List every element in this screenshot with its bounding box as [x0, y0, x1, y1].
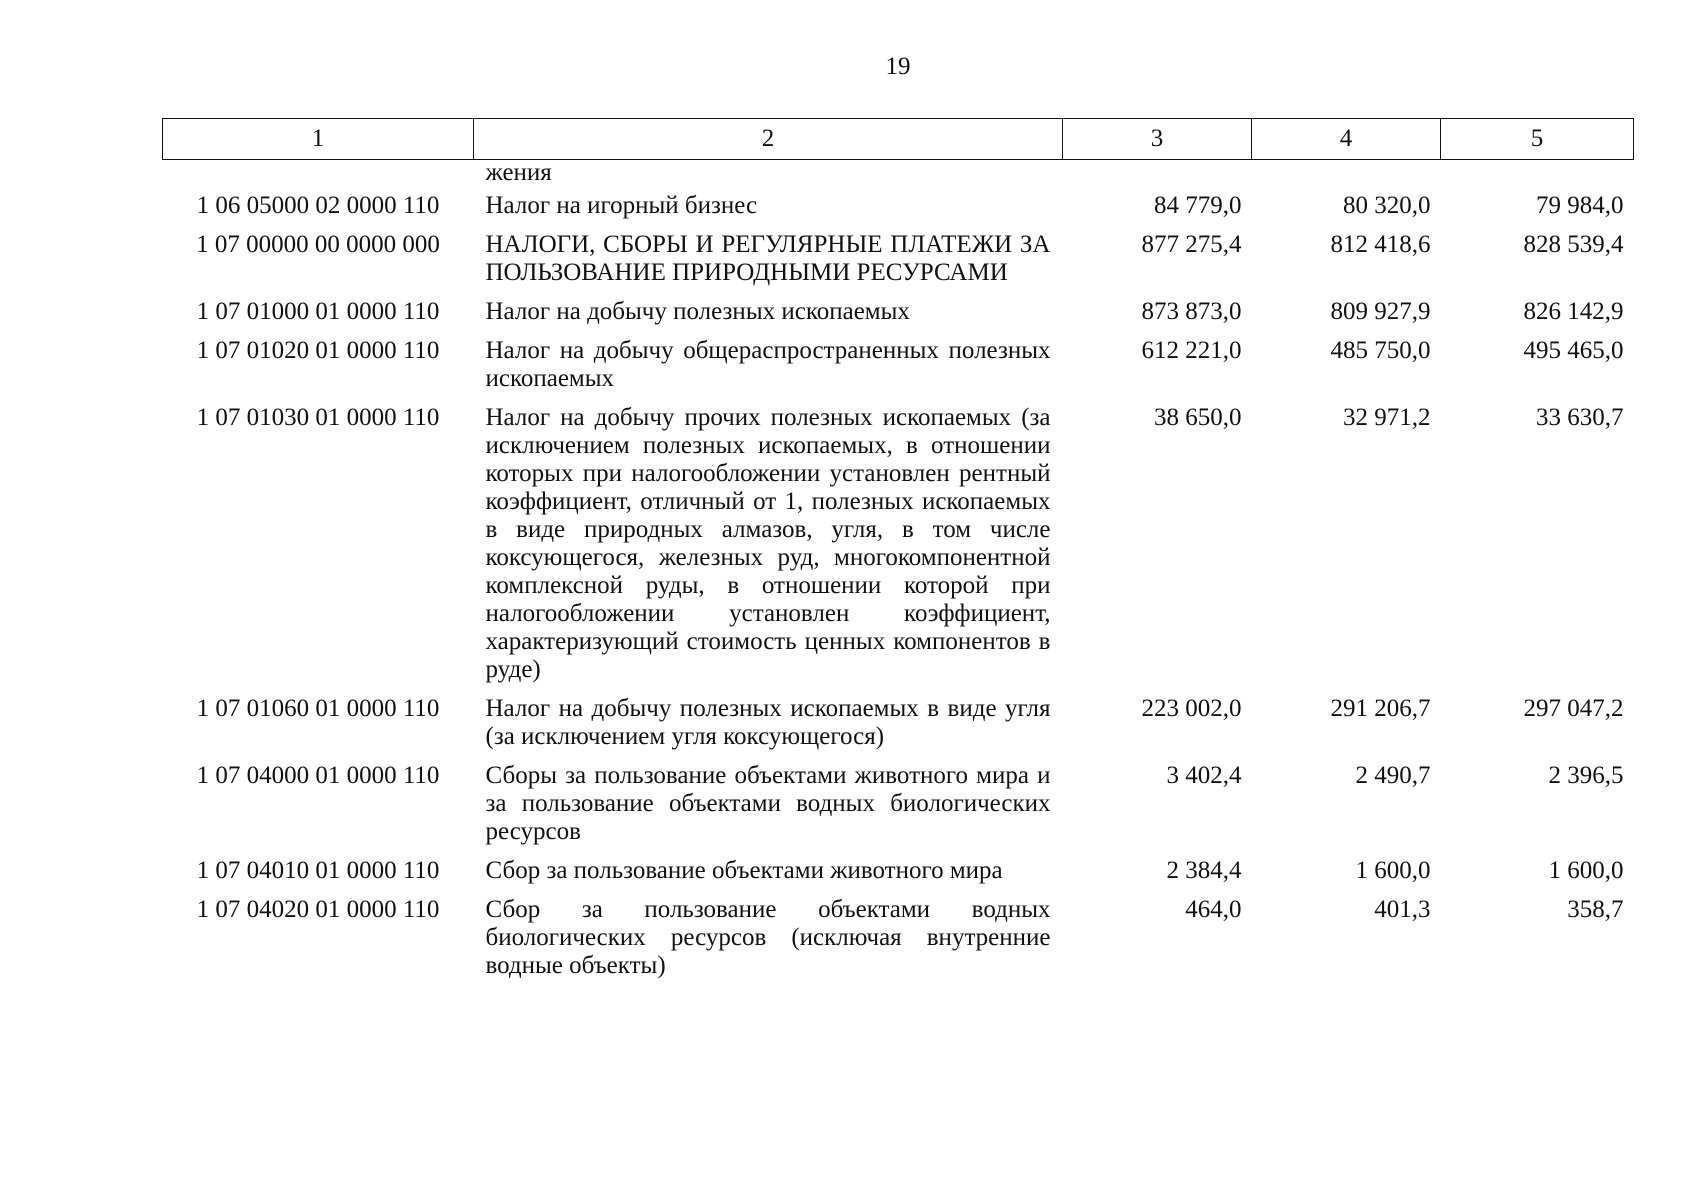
row-code: 1 07 01060 01 0000 110: [196, 695, 440, 722]
row-value-col4: 32 971,2: [1343, 404, 1431, 431]
table-row: [163, 404, 1634, 695]
row-value-col5: 33 630,7: [1536, 404, 1624, 431]
row-value-col5: 828 539,4: [1523, 231, 1624, 258]
row-value-col4: 80 320,0: [1343, 192, 1431, 219]
table-row: [163, 337, 1634, 404]
row-value-col3: 3 402,4: [1166, 762, 1242, 789]
page-number: 19: [885, 53, 911, 80]
row-value-col5: 826 142,9: [1523, 298, 1624, 325]
row-code: 1 07 04020 01 0000 110: [196, 896, 440, 923]
row-description: Налог на добычу прочих полезных ископаемых (за исключением полезных ископаемых, в отношении которых при налогообложении установлен рентный коэффициент, отличный от 1, полезных ископаемых в виде природных алмазов, угля, в том числе коксующегося, железных руд, многокомпонентной комплексной руды, в отношении которой при налогообложении установлен коэффициент, характеризующий стоимость ценных компонентов в руде): [485, 404, 1051, 683]
row-value-col4: 291 206,7: [1330, 695, 1431, 722]
column-header-5: 5: [1441, 119, 1634, 160]
row-value-col5: 297 047,2: [1523, 695, 1624, 722]
row-value-col5: 358,7: [1567, 896, 1624, 923]
row-value-col4: 401,3: [1374, 896, 1431, 923]
row-value-col4: 2 490,7: [1355, 762, 1431, 789]
row-value-col3: 223 002,0: [1141, 695, 1242, 722]
row-value-col5: 79 984,0: [1536, 192, 1624, 219]
table-row: [163, 192, 1634, 231]
row-value-col4: 809 927,9: [1330, 298, 1431, 325]
row-description: Налог на игорный бизнес: [485, 192, 758, 219]
row-value-col5: 495 465,0: [1523, 337, 1624, 364]
column-header-2: 2: [474, 119, 1063, 160]
table-row: [163, 857, 1634, 896]
column-header-1: 1: [163, 119, 474, 160]
row-value-col4: 812 418,6: [1330, 231, 1431, 258]
row-value-col3: 873 873,0: [1141, 298, 1242, 325]
row-description: Налог на добычу полезных ископаемых: [485, 298, 910, 325]
row-code: 1 07 00000 00 0000 000: [196, 231, 440, 258]
column-header-4: 4: [1252, 119, 1441, 160]
table-header-row: [163, 119, 1634, 160]
row-value-col3: 2 384,4: [1166, 857, 1242, 884]
table-row: [163, 695, 1634, 762]
row-code: 1 07 04010 01 0000 110: [196, 857, 440, 884]
row-description: [474, 231, 1063, 298]
row-description: Сбор за пользование объектами животного мира: [485, 857, 1003, 884]
row-description: Сборы за пользование объектами животного мира и за пользование объектами водных биологических ресурсов: [485, 762, 1051, 845]
continuation-text: жения: [485, 159, 552, 186]
row-description: Налог на добычу общераспространенных полезных ископаемых: [485, 337, 1051, 392]
row-value-col4: 1 600,0: [1355, 857, 1431, 884]
table-row: [163, 762, 1634, 857]
row-description: Сбор за пользование объектами водных биологических ресурсов (исключая внутренние водные объекты): [485, 896, 1051, 979]
row-value-col5: 2 396,5: [1548, 762, 1624, 789]
table-row: [163, 231, 1634, 298]
row-value-col3: 612 221,0: [1141, 337, 1242, 364]
continuation-row: [163, 160, 1634, 193]
row-value-col3: 464,0: [1185, 896, 1242, 923]
row-code: 1 07 01030 01 0000 110: [196, 404, 440, 431]
budget-revenue-table: [162, 118, 1634, 991]
column-header-3: 3: [1063, 119, 1252, 160]
table-row: [163, 896, 1634, 991]
table-row: [163, 298, 1634, 337]
row-value-col3: 38 650,0: [1154, 404, 1242, 431]
row-value-col4: 485 750,0: [1330, 337, 1431, 364]
row-code: 1 07 01000 01 0000 110: [196, 298, 440, 325]
row-description: Налог на добычу полезных ископаемых в виде угля (за исключением угля коксующегося): [485, 695, 1051, 750]
row-value-col5: 1 600,0: [1548, 857, 1624, 884]
row-description-text: НАЛОГИ, СБОРЫ И РЕГУЛЯРНЫЕ ПЛАТЕЖИ ЗА ПОЛЬЗОВАНИЕ ПРИРОДНЫМИ РЕСУРСАМИ: [485, 231, 1051, 286]
row-value-col3: 84 779,0: [1154, 192, 1242, 219]
row-code: 1 06 05000 02 0000 110: [196, 192, 440, 219]
row-code: 1 07 04000 01 0000 110: [196, 762, 440, 789]
row-value-col3: 877 275,4: [1141, 231, 1242, 258]
row-code: 1 07 01020 01 0000 110: [196, 337, 440, 364]
